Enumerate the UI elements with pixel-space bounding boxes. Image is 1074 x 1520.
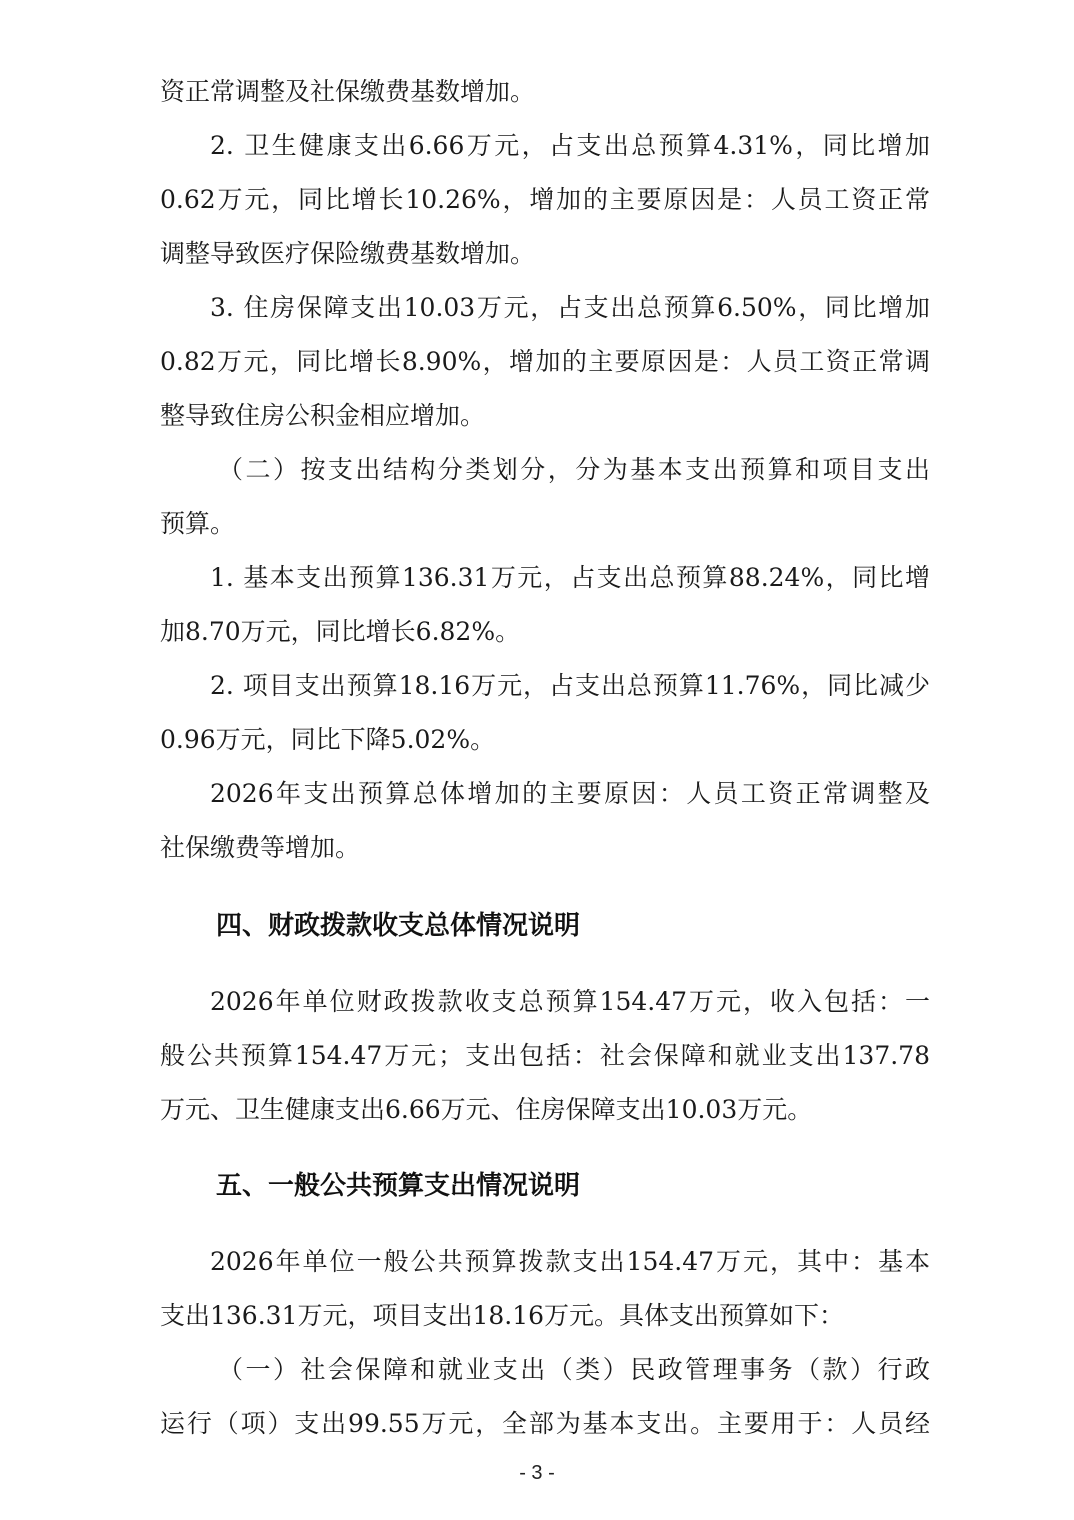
paragraph-line: 2026年单位财政拨款收支总预算154.47万元，收入包括：一 [210,987,930,1016]
paragraph-line: 预算。 [160,509,236,538]
paragraph-line: 资正常调整及社保缴费基数增加。 [160,77,536,106]
paragraph-line: 1. 基本支出预算136.31万元，占支出总预算88.24%，同比增 [210,563,930,592]
paragraph-line: （一）社会保障和就业支出（类）民政管理事务（款）行政 [218,1355,930,1384]
paragraph-line: 调整导致医疗保险缴费基数增加。 [160,239,536,268]
paragraph-line: 万元、卫生健康支出6.66万元、住房保障支出10.03万元。 [160,1095,813,1124]
paragraph-line: 2026年支出预算总体增加的主要原因：人员工资正常调整及 [210,779,930,808]
page-number: - 3 - [519,1462,555,1484]
paragraph-line: 整导致住房公积金相应增加。 [160,401,486,430]
paragraph-line: 0.62万元，同比增长10.26%，增加的主要原因是：人员工资正常 [160,185,930,214]
paragraph-line: 支出136.31万元，项目支出18.16万元。具体支出预算如下： [160,1301,845,1330]
paragraph-line: 社保缴费等增加。 [160,833,361,862]
paragraph-line: （二）按支出结构分类划分，分为基本支出预算和项目支出 [218,455,930,484]
paragraph-line: 0.96万元，同比下降5.02%。 [160,725,496,754]
section-heading: 四、财政拨款收支总体情况说明 [216,911,581,941]
paragraph-line: 运行（项）支出99.55万元，全部为基本支出。主要用于：人员经 [160,1409,930,1438]
paragraph-line: 2. 项目支出预算18.16万元，占支出总预算11.76%，同比减少 [210,671,930,700]
paragraph-line: 般公共预算154.47万元；支出包括：社会保障和就业支出137.78 [160,1041,930,1070]
paragraph-line: 2. 卫生健康支出6.66万元，占支出总预算4.31%，同比增加 [210,131,930,160]
paragraph-line: 2026年单位一般公共预算拨款支出154.47万元，其中：基本 [210,1247,930,1276]
paragraph-line: 0.82万元，同比增长8.90%，增加的主要原因是：人员工资正常调 [160,347,930,376]
section-heading: 五、一般公共预算支出情况说明 [216,1171,581,1201]
paragraph-line: 3. 住房保障支出10.03万元，占支出总预算6.50%，同比增加 [210,293,930,322]
paragraph-line: 加8.70万元，同比增长6.82%。 [160,617,521,646]
